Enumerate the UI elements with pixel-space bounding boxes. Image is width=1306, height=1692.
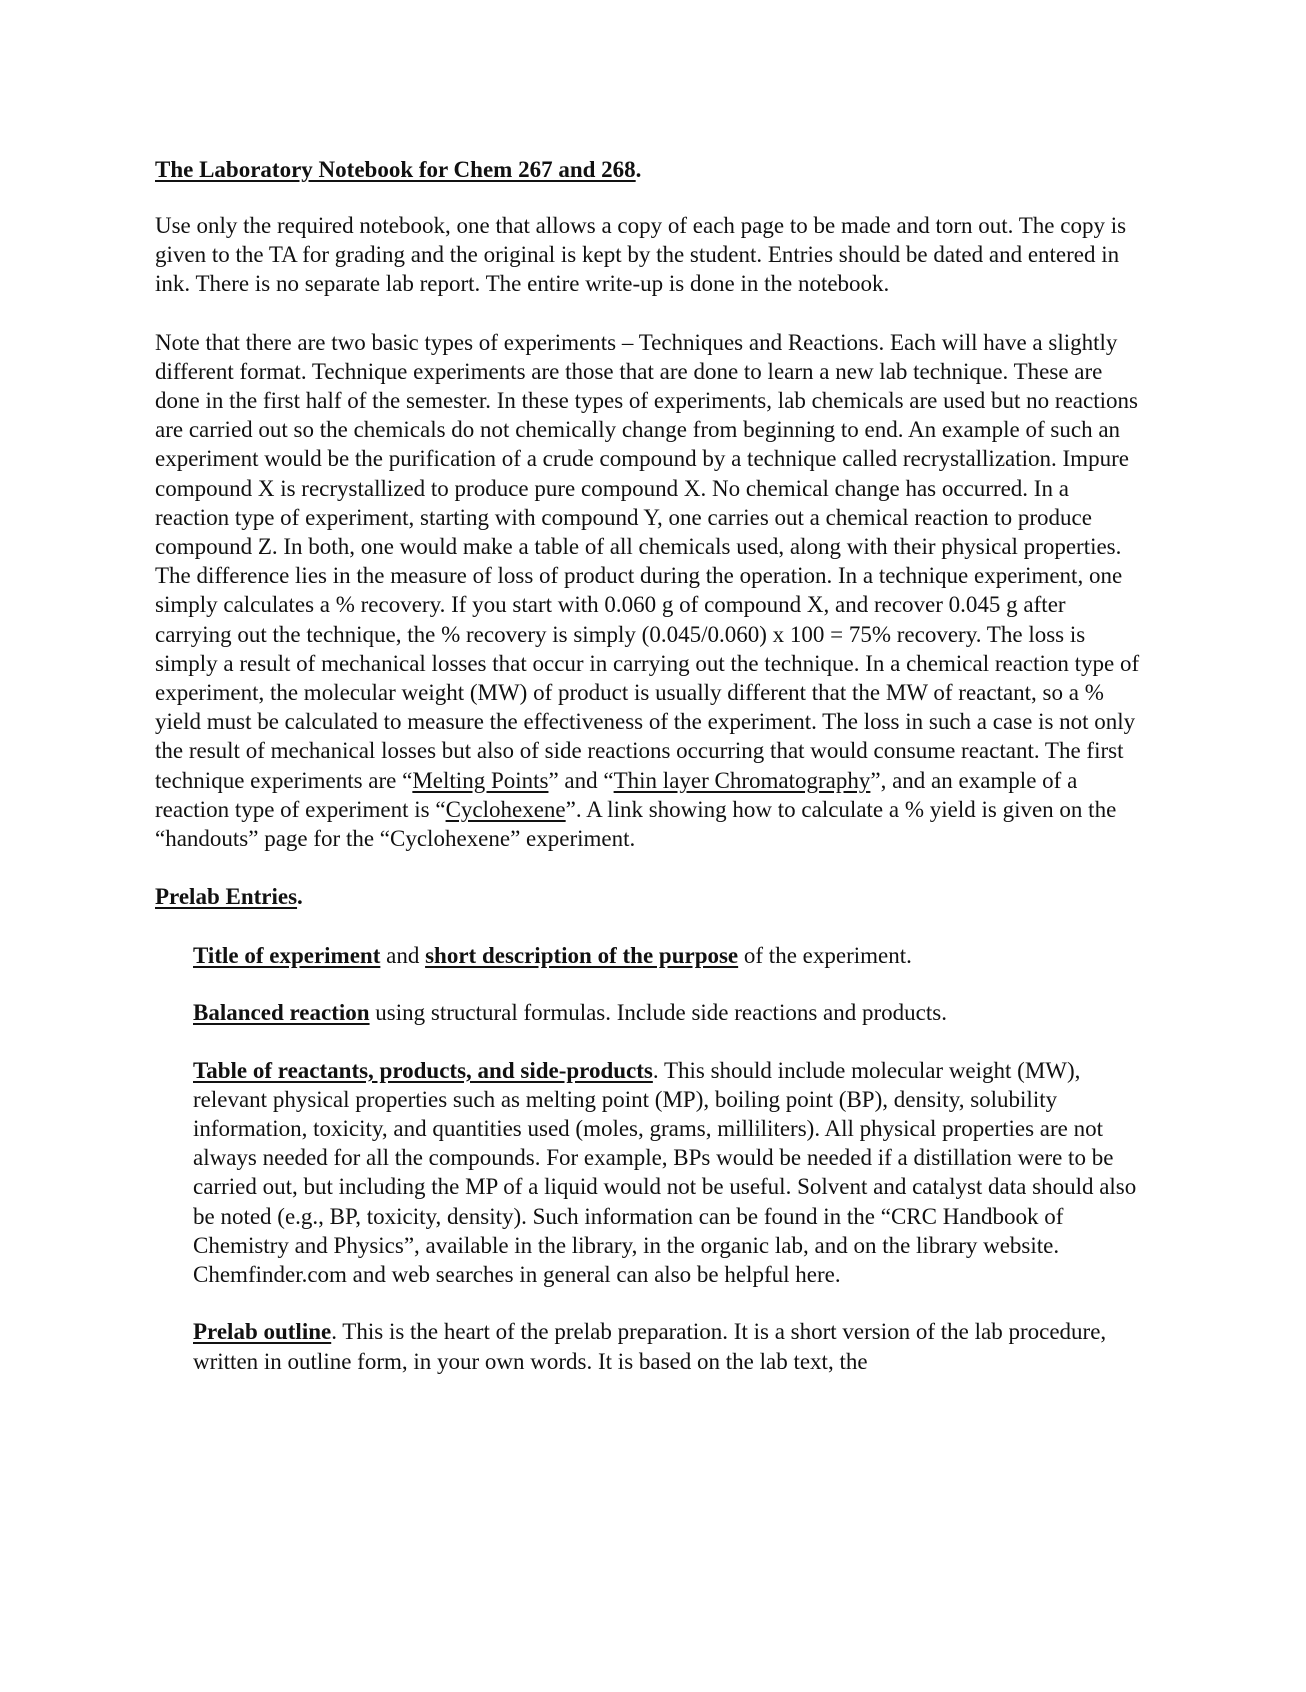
intro-paragraph: Use only the required notebook, one that allows a copy of each page to be made and torn out. The copy is given to the TA for grading and the original is kept by the student. Entries should be dated and entered in ink. There is no separate lab report. The entire write-up is done in the notebook.: [155, 213, 1127, 297]
document-title: The Laboratory Notebook for Chem 267 and 268.: [155, 157, 642, 182]
experiment-types-paragraph: Note that there are two basic types of experiments – Techniques and Reactions. Each will have a slightly different format. Technique experiments are those that are done to learn a new lab technique. These are done in the first half of the semester. In these types of experiments, lab chemicals are used but no reactions are carried out so the chemicals do not chemically change from beginning to end. An example of such an experiment would be the purification of a crude compound by a technique called recrystallization. Impure compound X is recrystallized to produce pure compound X. No chemical change has occurred. In a reaction type of experiment, starting with compound Y, one carries out a chemical reaction to produce compound Z. In both, one would make a table of all chemicals used, along with their physical properties. The difference lies in the measure of loss of product during the operation. In a technique experiment, one simply calculates a % recovery. If you start with 0.060 g of compound X, and recover 0.045 g after carrying out the technique, the % recovery is simply (0.045/0.060) x 100 = 75% recovery. The loss is simply a result of mechanical losses that occur in carrying out the technique. In a chemical reaction type of experiment, the molecular weight (MW) of product is usually different that the MW of reactant, so a % yield must be calculated to measure the effectiveness of the experiment. The loss in such a case is not only the result of mechanical losses but also of side reactions occurring that would consume reactant. The first technique experiments are “Melting Points” and “Thin layer Chromatography”, and an example of a reaction type of experiment is “Cyclohexene”. A link showing how to calculate a % yield is given on the “handouts” page for the “Cyclohexene” experiment.: [155, 329, 1140, 852]
prelab-item-table: Table of reactants, products, and side-products. This should include molecular weight (MW), relevant physical properties such as melting point (MP), boiling point (BP), density, solubility information, toxicity, and quantities used (moles, grams, milliliters). All physical properties are not always needed for all the compounds. For example, BPs would be needed if a distillation were to be carried out, but including the MP of a liquid would not be useful. Solvent and catalyst data should also be noted (e.g., BP, toxicity, density). Such information can be found in the “CRC Handbook of Chemistry and Physics”, available in the library, in the organic lab, and on the library website. Chemfinder.com and web searches in general can also be helpful here.: [193, 1057, 1137, 1288]
prelab-heading: Prelab Entries.: [155, 884, 303, 910]
prelab-item-outline: Prelab outline. This is the heart of the prelab preparation. It is a short version of the lab procedure, written in outline form, in your own words. It is based on the lab text, the: [193, 1319, 1107, 1374]
tlc-link[interactable]: Thin layer Chromatography: [613, 767, 871, 793]
melting-points-link[interactable]: Melting Points: [412, 767, 549, 793]
prelab-item-title: Title of experiment and short description of the purpose of the experiment.: [193, 943, 912, 969]
document-page: [155, 155, 1145, 1404]
cyclohexene-link[interactable]: Cyclohexene: [445, 796, 566, 822]
prelab-item-balanced-reaction: Balanced reaction using structural formulas. Include side reactions and products.: [193, 1000, 947, 1026]
